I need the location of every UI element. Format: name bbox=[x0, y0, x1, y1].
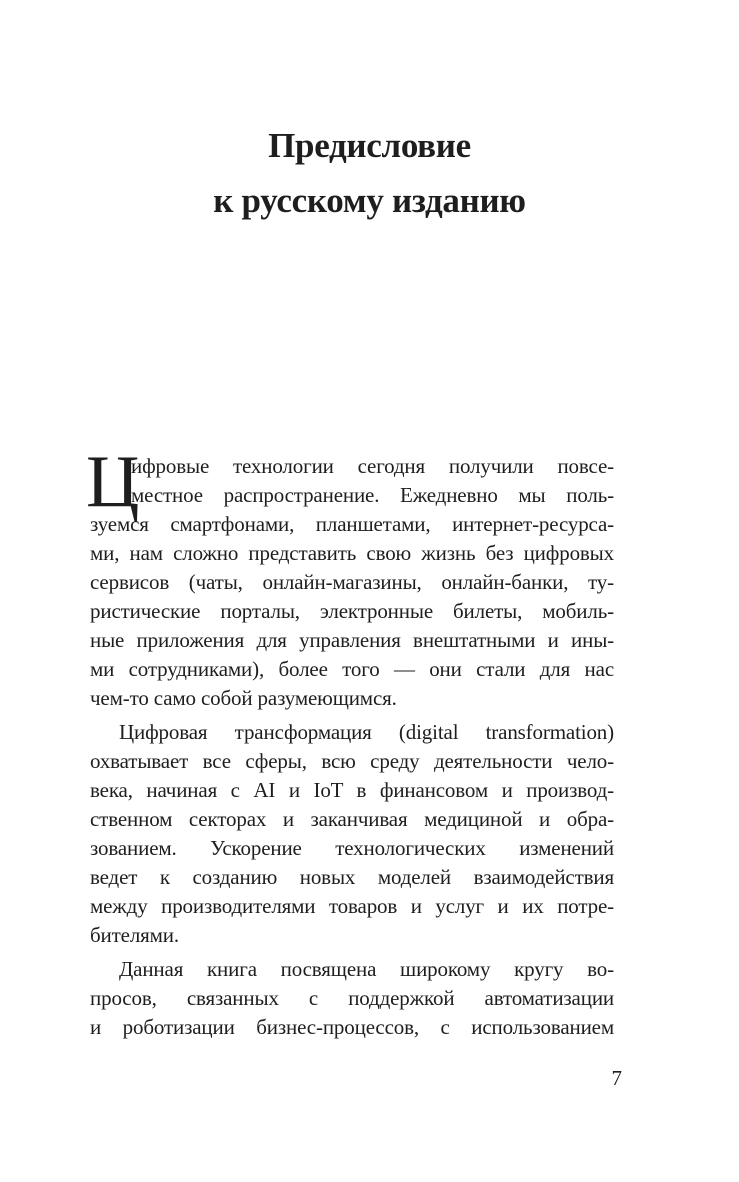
paragraph-2-line: ственном секторах и заканчивая медициной и обра- bbox=[90, 807, 614, 831]
paragraph-1-line: ристические порталы, электронные билеты, мобиль- bbox=[90, 599, 614, 623]
paragraph-1-line: ми сотрудниками), более того — они стали для нас bbox=[90, 657, 614, 681]
paragraph-2-line: зованием. Ускорение технологических изменений bbox=[90, 836, 614, 860]
paragraph-2-line: бителями. bbox=[90, 923, 179, 947]
paragraph-3-line: Данная книга посвящена широкому кругу во- bbox=[119, 957, 614, 981]
paragraph-1-line: ные приложения для управления внештатными и ины- bbox=[90, 628, 614, 652]
chapter-title-line-1: Предисловие bbox=[268, 126, 471, 165]
chapter-title bbox=[0, 118, 739, 228]
paragraph-2 bbox=[90, 718, 614, 950]
drop-cap: Ц bbox=[86, 441, 140, 523]
paragraph-3-line: и роботизации бизнес-процессов, с использованием bbox=[90, 1015, 614, 1039]
paragraph-2-line: века, начиная с AI и IoT в финансовом и производ- bbox=[90, 778, 614, 802]
paragraph-1-line: чем-то само собой разумеющимся. bbox=[90, 686, 397, 710]
paragraph-2-line: Цифровая трансформация (digital transformation) bbox=[119, 720, 614, 744]
paragraph-2-line: охватывает все сферы, всю среду деятельности чело- bbox=[90, 749, 614, 773]
paragraph-1 bbox=[90, 452, 614, 713]
paragraph-1-line: зуемся смартфонами, планшетами, интернет-ресурса- bbox=[90, 512, 614, 536]
chapter-title-line-2: к русскому изданию bbox=[213, 181, 526, 220]
paragraph-3-line: просов, связанных с поддержкой автоматизации bbox=[90, 986, 614, 1010]
body-text bbox=[86, 441, 614, 1042]
page-number: 7 bbox=[611, 1066, 622, 1090]
paragraph-2-line: ведет к созданию новых моделей взаимодействия bbox=[90, 865, 614, 889]
paragraph-1-line: местное распространение. Ежедневно мы поль- bbox=[131, 483, 614, 507]
paragraph-3 bbox=[90, 955, 614, 1042]
paragraph-2-line: между производителями товаров и услуг и их потре- bbox=[90, 894, 614, 918]
paragraph-1-line: ми, нам сложно представить свою жизнь без цифровых bbox=[90, 541, 614, 565]
paragraph-1-line: сервисов (чаты, онлайн-магазины, онлайн-банки, ту- bbox=[90, 570, 614, 594]
paragraph-1-line: ифровые технологии сегодня получили повсе- bbox=[131, 454, 614, 478]
